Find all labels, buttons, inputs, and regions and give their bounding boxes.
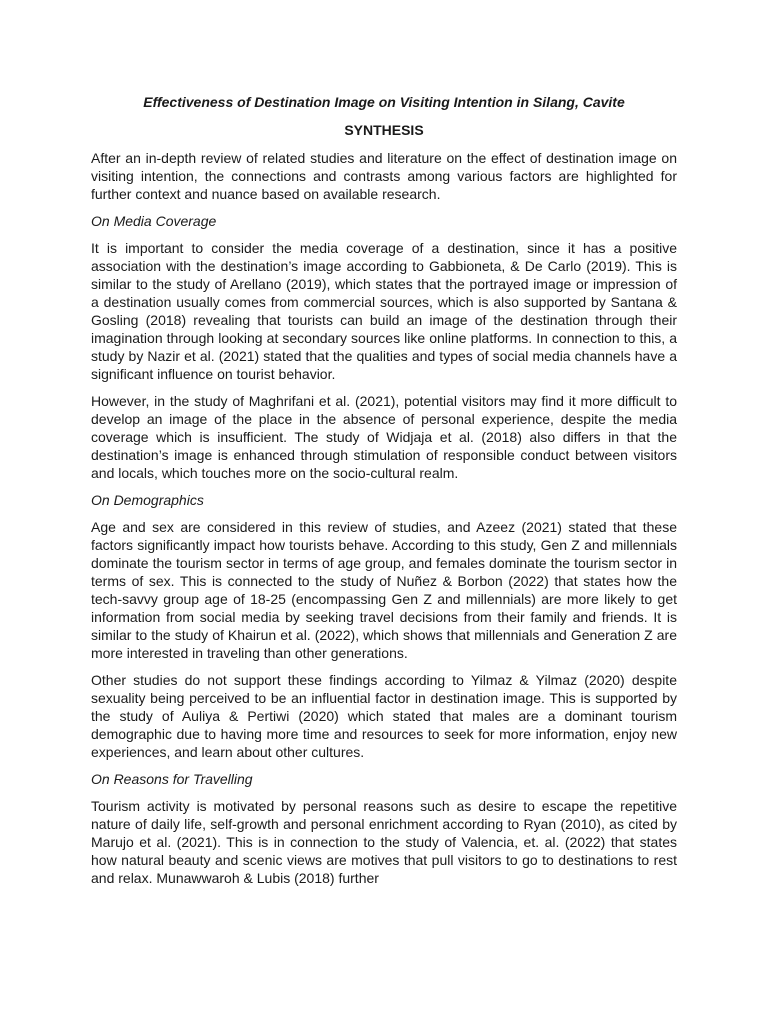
section-heading-reasons-for-travelling: On Reasons for Travelling	[91, 771, 253, 787]
paragraph: Age and sex are considered in this review of studies, and Azeez (2021) stated that these factors significantly impact how tourists behave. According to this study, Gen Z and millennials dominate the tourism sector in terms of age group, and females dominate the tourism sector in terms of sex. This is connected to the study of Nuñez & Borbon (2022) that states how the tech-savvy group age of 18-25 (encompassing Gen Z and millennials) are more likely to get information from social media by seeking travel decisions from their family and friends. It is similar to the study of Khairun et al. (2022), which shows that millennials and Generation Z are more interested in traveling than other generations.	[91, 519, 677, 661]
section-heading-media-coverage: On Media Coverage	[91, 213, 217, 229]
document-page	[91, 92, 677, 896]
paragraph: Tourism activity is motivated by personal reasons such as desire to escape the repetitive nature of daily life, self-growth and personal enrichment according to Ryan (2010), as cited by Marujo et al. (2021). This is in connection to the study of Valencia, et. al. (2022) that states how natural beauty and scenic views are motives that pull visitors to go to destinations to rest and relax. Munawwaroh & Lubis (2018) further	[91, 798, 677, 886]
section-heading-demographics: On Demographics	[91, 492, 204, 508]
paragraph: Other studies do not support these findings according to Yilmaz & Yilmaz (2020) despite sexuality being perceived to be an influential factor in destination image. This is supported by the study of Auliya & Pertiwi (2020) which stated that males are a dominant tourism demographic due to having more time and resources to seek for more information, enjoy new experiences, and learn about other cultures.	[91, 672, 677, 760]
paragraph: It is important to consider the media coverage of a destination, since it has a positive association with the destination’s image according to Gabbioneta, & De Carlo (2019). This is similar to the study of Arellano (2019), which states that the portrayed image or impression of a destination usually comes from commercial sources, which is also supported by Santana & Gosling (2018) revealing that tourists can build an image of the destination through their imagination through looking at secondary sources like online platforms. In connection to this, a study by Nazir et al. (2021) stated that the qualities and types of social media channels have a significant influence on tourist behavior.	[91, 240, 677, 382]
document-heading: SYNTHESIS	[344, 122, 424, 138]
intro-paragraph: After an in-depth review of related studies and literature on the effect of destination image on visiting intention, the connections and contrasts among various factors are highlighted for further context and nuance based on available research.	[91, 150, 677, 202]
document-title: Effectiveness of Destination Image on Visiting Intention in Silang, Cavite	[143, 94, 625, 110]
paragraph: However, in the study of Maghrifani et al. (2021), potential visitors may find it more difficult to develop an image of the place in the absence of personal experience, despite the media coverage which is insufficient. The study of Widjaja et al. (2018) also differs in that the destination’s image is enhanced through stimulation of responsible conduct between visitors and locals, which touches more on the socio-cultural realm.	[91, 393, 677, 481]
